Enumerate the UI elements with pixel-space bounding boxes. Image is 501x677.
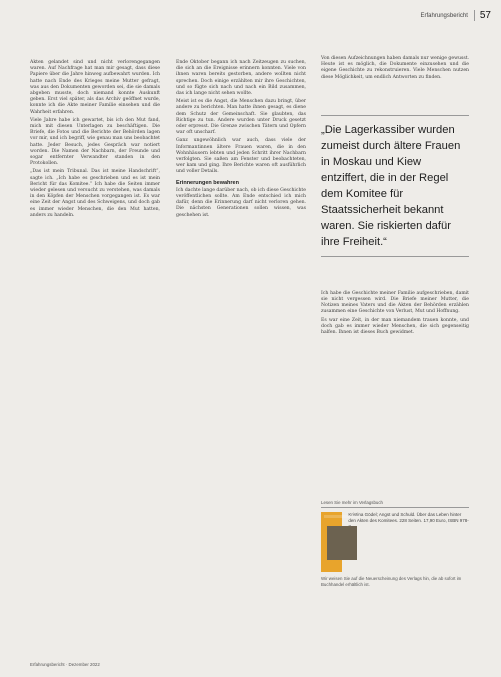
book-promo-label: Lesen Sie mehr im Verlagsbuch	[321, 500, 469, 508]
subheading: Erinnerungen bewahren	[176, 179, 239, 186]
pull-quote: „Die Lagerkassiber wurden zumeist durch ältere Frauen in Moskau und Kiew entziffert, die in der Regel dem Komitee für Staatssicherheit bekannt waren. Sie riskierten dafür ihre Freiheit.“	[321, 115, 469, 257]
text-column-3	[321, 56, 469, 338]
paragraph: „Das ist mein Tribunal. Das ist meine Handschrift“, sagte ich. „Ich habe es geschrieben und es ist mein Bericht für das Komitee.“ Ich habe die Seiten immer wieder gelesen und versucht zu verstehen, was damals in den Köpfen der Menschen vorgegangen ist. Es war eine Zeit der Angst und des Schweigens, und doch gab es immer wieder Menschen, die den Mut hatten, anders zu handeln.	[30, 169, 160, 218]
page-header	[421, 10, 491, 21]
text-column-2	[176, 60, 306, 221]
paragraph: Ende Oktober begann ich nach Zeitzeugen zu suchen, die sich an die Ereignisse erinnern konnten. Viele von ihnen waren bereits gestorben, andere wollten nicht sprechen. Doch einige erzählten mir ihre Geschichten, und so fügte sich nach und nach ein Bild zusammen, das ich lange nicht sehen wollte.	[176, 60, 306, 97]
paragraph: Es war eine Zeit, in der man niemandem trauen konnte, und doch gab es immer wieder Menschen, die sich gegenseitig halfen. Ihnen ist dieses Buch gewidmet.	[321, 317, 469, 336]
book-info: Kristina Gödel; Angst und Schuld. Über das Leben hinter den Akten des Komitees. 228 Seiten. 17,90 Euro, ISBN 978-	[348, 512, 469, 523]
book-note: Wir weisen Sie auf die Neuerscheinung des Verlags hin, die ab sofort im Buchhandel erhältlich ist.	[321, 576, 462, 587]
paragraph: Meist ist es die Angst, die Menschen dazu bringt, über andere zu berichten. Man hatte ihnen gesagt, es diene dem Schutz der Gemeinschaft. Sie glaubten, das Richtige zu tun. Andere wurden unter Druck gesetzt oder erpresst. Die Grenze zwischen Tätern und Opfern war oft unscharf.	[176, 99, 306, 136]
paragraph: Von diesen Aufzeichnungen haben damals nur wenige gewusst. Heute ist es möglich, die Dokumente einzusehen und die eigene Geschichte zu rekonstruieren. Viele Menschen nutzen diese Möglichkeit, um endlich Antworten zu finden.	[321, 56, 469, 80]
paragraph: Ganz ungewöhnlich war auch, dass viele der Informantinnen ältere Frauen waren, die in den Wohnhäusern lebten und jeden Schritt ihrer Nachbarn verfolgten. Sie saßen am Fenster und beobachteten, wer kam und ging. Ihre Berichte waren oft ausführlich und voller Details.	[176, 138, 306, 175]
book-promo	[321, 500, 469, 588]
paragraph: Viele Jahre habe ich gewartet, bis ich den Mut fand, mich mit diesen Unterlagen zu beschäftigen. Die Briefe, die Fotos und die Berichte der Behörden lagen vor mir, und ich begriff, wie genau man uns beobachtet hatte. Jeder Besuch, jedes Gespräch war notiert worden. Die Namen der Nachbarn, der Freunde und sogar entfernter Verwandter standen in den Protokollen.	[30, 117, 160, 167]
page-number: 57	[474, 10, 491, 21]
paragraph: Ich habe die Geschichte meiner Familie aufgeschrieben, damit sie nicht vergessen wird. Die Briefe meiner Mutter, die Notizen meines Vaters und die Akten der Behörden erzählen zusammen eine Geschichte von Verlust, Mut und Hoffnung.	[321, 290, 469, 315]
section-label: Erfahrungsbericht	[420, 12, 468, 19]
book-cover-image	[321, 512, 342, 572]
paragraph: Akten gelandet sind und nicht verlorengegangen waren. Auf Nachfrage hat man mir gesagt, dass diese Papiere über die Jahre hinweg aufbewahrt wurden. Ich hatte nach Ende des Krieges meine Mutter gefragt, was aus den Dokumenten geworden sei, die sie damals abgeben musste, doch niemand konnte Auskunft geben. Erst viel später, als das Archiv geöffnet wurde, konnte ich die Akte meiner Familie einsehen und die Wahrheit erfahren.	[30, 60, 160, 115]
page-footer: Erfahrungsbericht · Dezember 2022	[30, 662, 100, 667]
paragraph: Ich dachte lange darüber nach, ob ich diese Geschichte veröffentlichen sollte. Am Ende entschied ich mich dafür, denn die Erinnerung darf nicht verloren gehen. Die nächsten Generationen sollen wissen, was geschehen ist.	[176, 187, 306, 218]
text-column-1	[30, 60, 160, 221]
